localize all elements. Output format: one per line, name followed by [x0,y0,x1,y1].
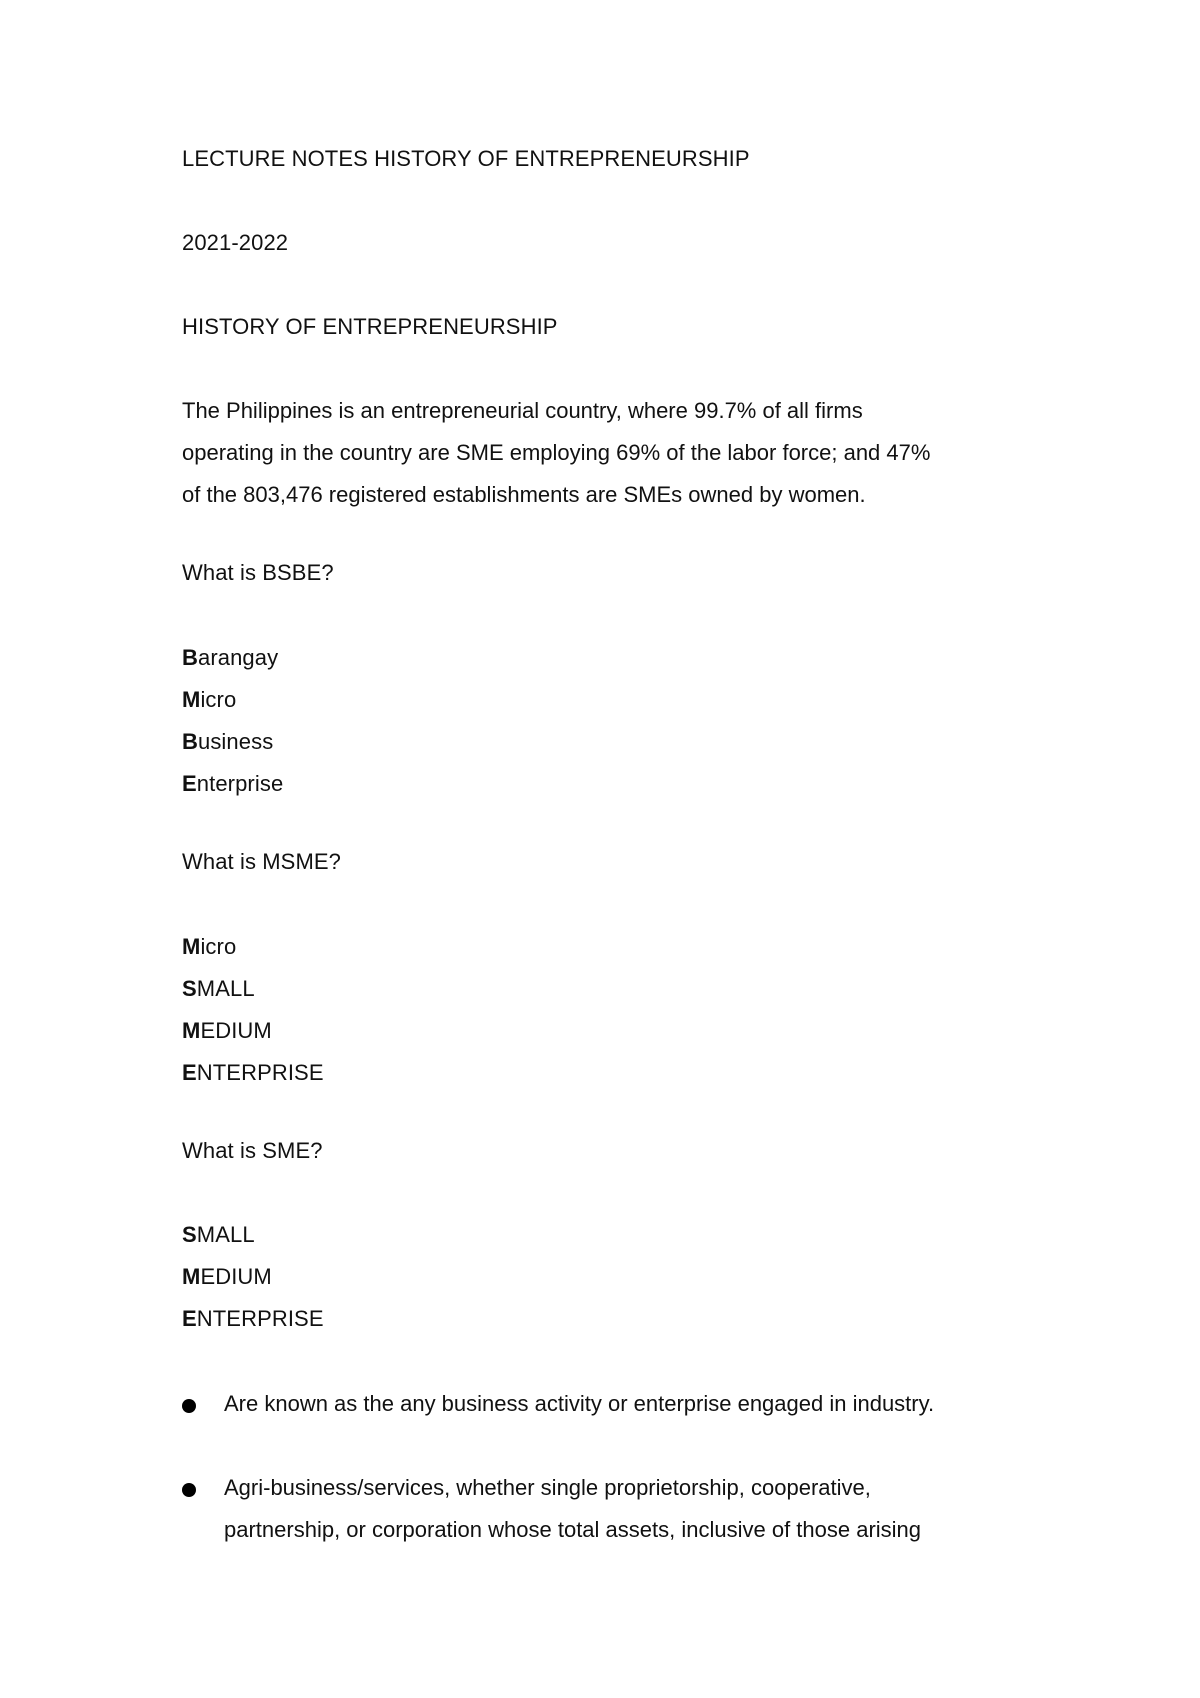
term-rest: usiness [198,729,274,754]
term-rest: EDIUM [200,1264,272,1289]
term-rest: arangay [198,645,279,670]
bsbe-term-barangay [182,647,278,669]
term-rest: MALL [196,1222,255,1247]
term-initial: M [182,1018,201,1043]
intro-paragraph [182,390,1022,516]
msme-term-micro [182,936,236,958]
term-rest: MALL [196,976,255,1001]
bullet-text [224,1383,934,1425]
term-initial: M [182,687,201,712]
msme-question: What is MSME? [182,849,341,874]
bullet-text [224,1467,921,1551]
msme-term-enterprise [182,1062,324,1084]
term-initial: E [182,1306,197,1331]
term-initial: M [182,1264,201,1289]
term-rest: icro [200,687,237,712]
term-initial: B [182,645,198,670]
bullet-dot-icon [182,1483,196,1497]
bsbe-question: What is BSBE? [182,560,334,585]
intro-line: The Philippines is an entrepreneurial country, where 99.7% of all firms [182,398,863,423]
term-initial: M [182,934,201,959]
msme-term-medium [182,1020,272,1042]
document-title: LECTURE NOTES HISTORY OF ENTREPRENEURSHIP [182,146,750,171]
term-initial: B [182,729,198,754]
sme-term-small [182,1224,255,1246]
msme-term-small [182,978,255,1000]
bsbe-term-micro [182,689,236,711]
intro-line: operating in the country are SME employing 69% of the labor force; and 47% [182,440,931,465]
term-rest: NTERPRISE [196,1306,324,1331]
bullet-line: partnership, or corporation whose total assets, inclusive of those arising [224,1517,922,1542]
intro-line: of the 803,476 registered establishments are SMEs owned by women. [182,482,866,507]
term-rest: nterprise [196,771,284,796]
bullet-line: Agri-business/services, whether single proprietorship, cooperative, [224,1475,871,1500]
bsbe-term-business [182,731,273,753]
bullet-dot-icon [182,1399,196,1413]
sme-term-medium [182,1266,272,1288]
section-heading: HISTORY OF ENTREPRENEURSHIP [182,314,558,339]
term-initial: S [182,1222,197,1247]
term-initial: S [182,976,197,1001]
bullet-line: Are known as the any business activity or enterprise engaged in industry. [224,1391,935,1416]
term-rest: icro [200,934,237,959]
document-year: 2021-2022 [182,230,289,255]
term-initial: E [182,1060,197,1085]
term-rest: EDIUM [200,1018,272,1043]
bsbe-term-enterprise [182,773,283,795]
sme-question: What is SME? [182,1138,323,1163]
term-rest: NTERPRISE [196,1060,324,1085]
sme-term-enterprise [182,1308,324,1330]
term-initial: E [182,771,197,796]
